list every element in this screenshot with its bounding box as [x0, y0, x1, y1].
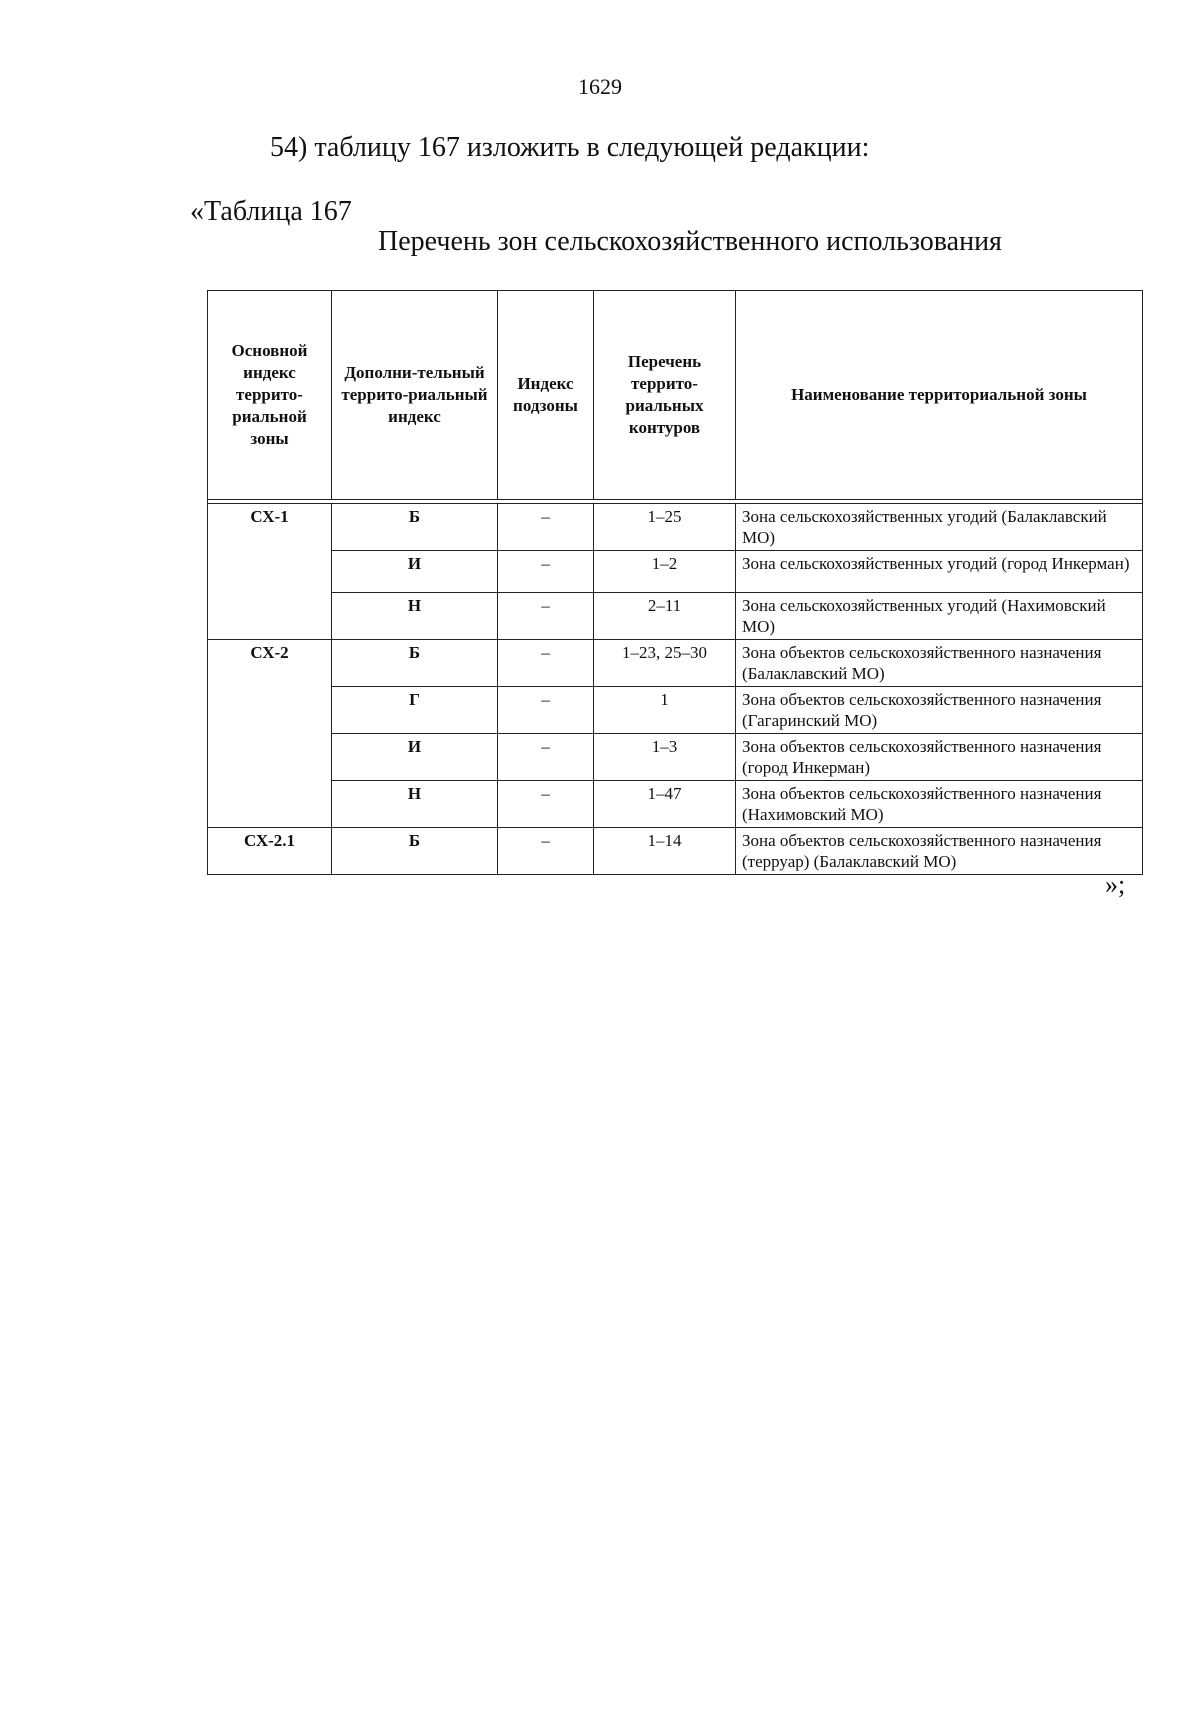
table-row: [208, 593, 1143, 640]
additional-index-cell: Н: [332, 781, 498, 828]
header-zone-name: Наименование территориальной зоны: [736, 291, 1143, 500]
additional-index-cell: Б: [332, 640, 498, 687]
table-title: Перечень зон сельскохозяйственного использования: [378, 226, 1002, 257]
subzone-cell: –: [498, 551, 594, 593]
contours-cell: 1: [594, 687, 736, 734]
table-row: [208, 734, 1143, 781]
header-contours: Перечень террито-риальных контуров: [594, 291, 736, 500]
table-label: «Таблица 167: [190, 196, 352, 227]
zones-table: [207, 290, 1143, 875]
page-number: 1629: [578, 74, 622, 99]
additional-index-cell: Б: [332, 828, 498, 875]
table-row: [208, 828, 1143, 875]
zone-name-cell: Зона сельскохозяйственных угодий (Балаклавский МО): [736, 504, 1143, 551]
contours-cell: 1–2: [594, 551, 736, 593]
contours-cell: 1–47: [594, 781, 736, 828]
table-header-row: [208, 291, 1143, 500]
zone-name-cell: Зона объектов сельскохозяйственного назначения (Нахимовский МО): [736, 781, 1143, 828]
additional-index-cell: И: [332, 734, 498, 781]
subzone-cell: –: [498, 687, 594, 734]
table-row: [208, 640, 1143, 687]
zone-name-cell: Зона объектов сельскохозяйственного назначения (Балаклавский МО): [736, 640, 1143, 687]
contours-cell: 1–23, 25–30: [594, 640, 736, 687]
contours-cell: 1–14: [594, 828, 736, 875]
main-index-cell: СХ-2.1: [208, 828, 332, 875]
closing-quote: »;: [1105, 870, 1126, 899]
subzone-cell: –: [498, 504, 594, 551]
table-row: [208, 504, 1143, 551]
table-row: [208, 551, 1143, 593]
contours-cell: 1–25: [594, 504, 736, 551]
contours-cell: 1–3: [594, 734, 736, 781]
subzone-cell: –: [498, 640, 594, 687]
subzone-cell: –: [498, 828, 594, 875]
zone-name-cell: Зона сельскохозяйственных угодий (город Инкерман): [736, 551, 1143, 593]
instruction-text: 54) таблицу 167 изложить в следующей редакции:: [270, 132, 870, 163]
zone-name-cell: Зона объектов сельскохозяйственного назначения (Гагаринский МО): [736, 687, 1143, 734]
zone-name-cell: Зона объектов сельскохозяйственного назначения (терруар) (Балаклавский МО): [736, 828, 1143, 875]
header-subzone-index: Индекс подзоны: [498, 291, 594, 500]
contours-cell: 2–11: [594, 593, 736, 640]
zone-name-cell: Зона сельскохозяйственных угодий (Нахимовский МО): [736, 593, 1143, 640]
additional-index-cell: Н: [332, 593, 498, 640]
subzone-cell: –: [498, 734, 594, 781]
main-index-cell: СХ-1: [208, 504, 332, 640]
additional-index-cell: Г: [332, 687, 498, 734]
additional-index-cell: Б: [332, 504, 498, 551]
header-additional-index: Дополни-тельный террито-риальный индекс: [332, 291, 498, 500]
table-row: [208, 781, 1143, 828]
additional-index-cell: И: [332, 551, 498, 593]
table-row: [208, 687, 1143, 734]
zone-name-cell: Зона объектов сельскохозяйственного назначения (город Инкерман): [736, 734, 1143, 781]
header-main-index: Основной индекс террито-риальной зоны: [208, 291, 332, 500]
subzone-cell: –: [498, 593, 594, 640]
main-index-cell: СХ-2: [208, 640, 332, 828]
subzone-cell: –: [498, 781, 594, 828]
